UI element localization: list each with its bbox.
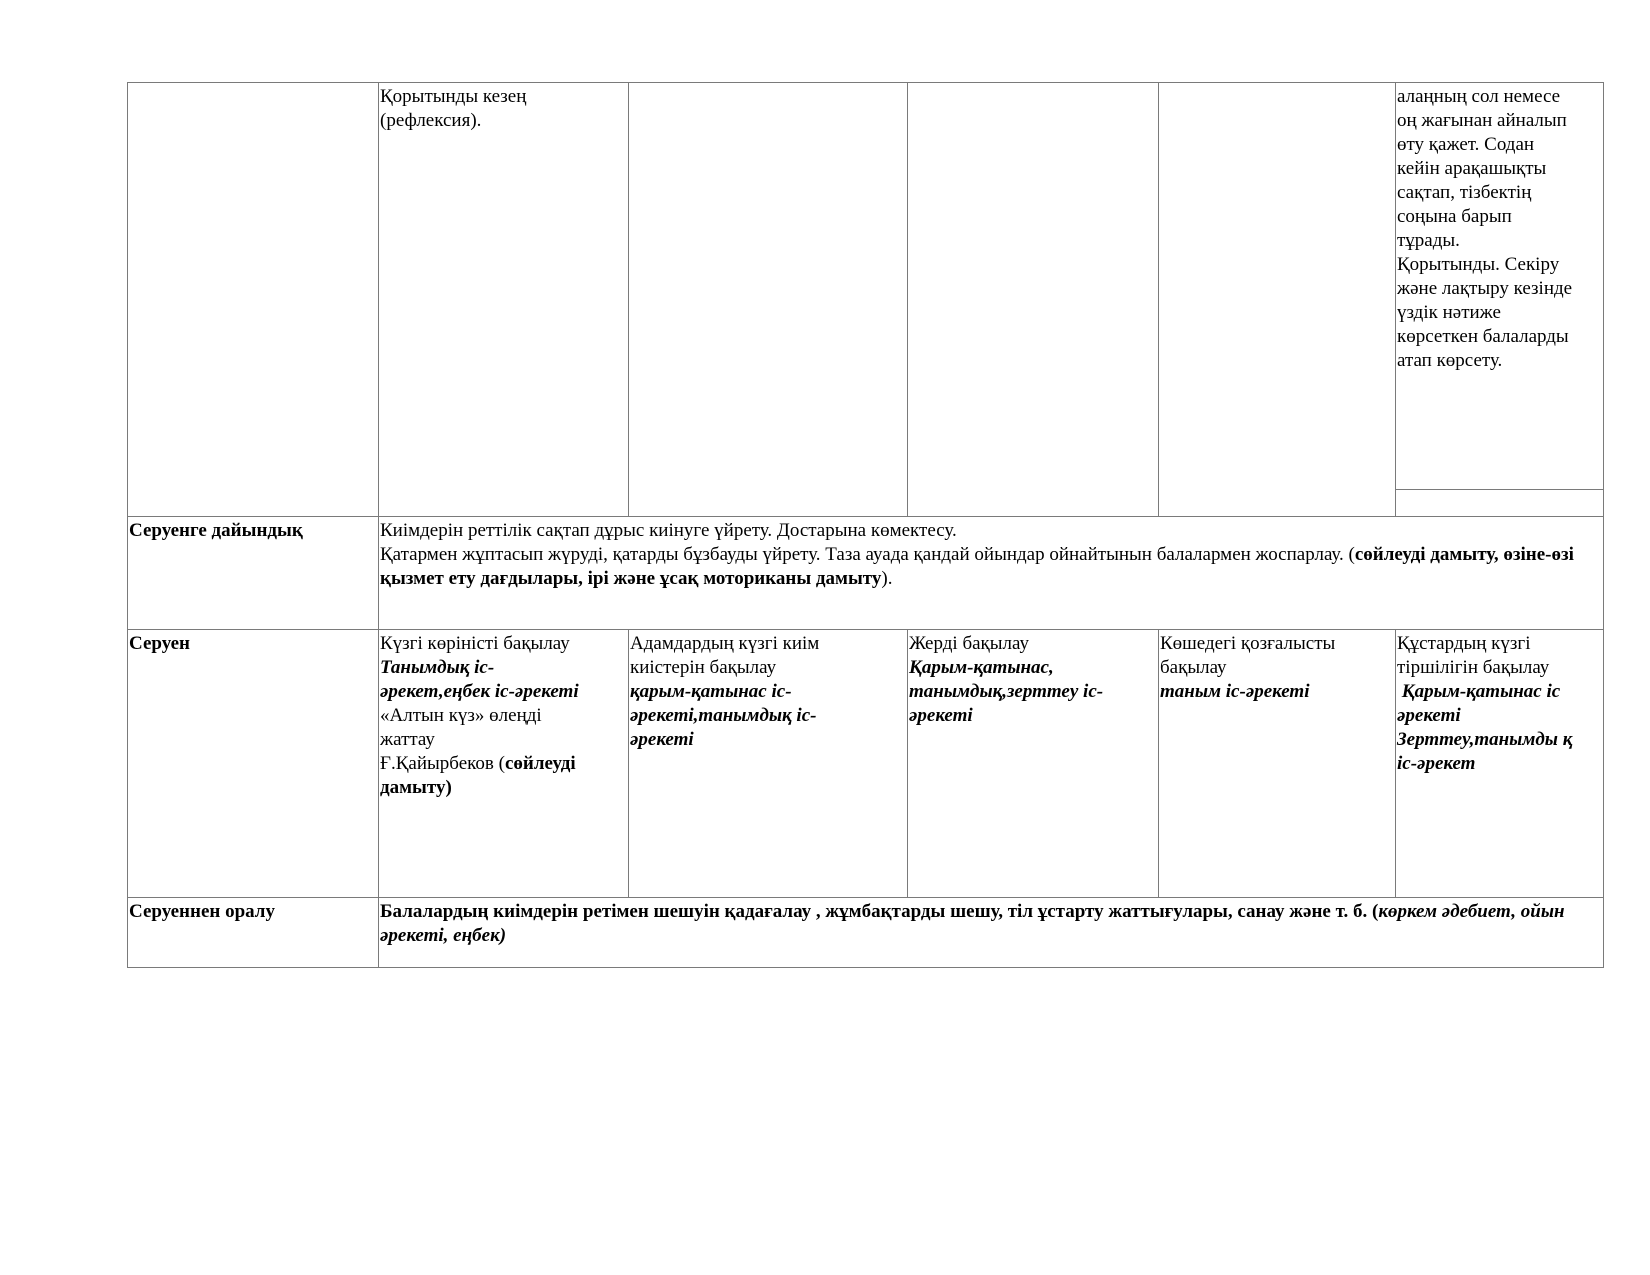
reflection-text-line: Қорытынды. Секіру (1397, 254, 1560, 275)
reflection-text-line: және лақтыру кезінде (1397, 278, 1573, 299)
walk-title: Адамдардың күзгі киім (630, 633, 820, 654)
walk-title: Жерді бақылау (909, 633, 1029, 654)
reflection-text-cell (1396, 83, 1604, 517)
reflection-label-cell (128, 83, 379, 517)
walk-activity: іс-әрекет (1397, 753, 1476, 774)
walk-cell-4 (1159, 630, 1396, 898)
table-row-reflection (128, 83, 1604, 517)
walk-extra: «Алтын күз» өлеңді (380, 705, 542, 726)
reflection-text-line: сақтап, тізбектің (1397, 182, 1532, 203)
walk-prep-line1: Киімдерін реттілік сақтап дұрыс киінуге үйрету. Достарына көмектесу. (380, 520, 957, 541)
walk-author (380, 752, 627, 776)
reflection-text-line: үздік нәтиже (1397, 302, 1501, 323)
walk-activity: таным іс-әрекеті (1160, 681, 1310, 702)
reflection-text-line: кейін арақашықты (1397, 158, 1547, 179)
walk-activity: қарым-қатынас іс- (630, 681, 792, 702)
table-row-return (128, 898, 1604, 968)
walk-title: Көшедегі қозғалысты (1160, 633, 1336, 654)
reflection-text-line: атап көрсету. (1397, 350, 1503, 371)
reflection-stage-cell (379, 83, 629, 517)
walk-cell-1 (379, 630, 629, 898)
walk-author-skill-cont: дамыту) (380, 777, 452, 798)
table-row-walk-prep (128, 517, 1604, 630)
reflection-text-line: алаңның сол немесе (1397, 86, 1561, 107)
walk-activity: Қарым-қатынас, (909, 657, 1054, 678)
reflection-text-block (1396, 83, 1603, 490)
reflection-text-line: көрсеткен балаларды (1397, 326, 1569, 347)
walk-prep-skills: сөйлеуді дамыту, өзіне-өзі қызмет ету дағдылары, ірі және ұсақ моториканы дамыту (380, 544, 1574, 589)
walk-author-skill: сөйлеуді (504, 753, 576, 774)
walk-activity: әрекеті,танымдық іс- (630, 705, 817, 726)
walk-author-name: Ғ.Қайырбеков ( (380, 753, 505, 774)
walk-title: Құстардың күзгі (1397, 633, 1531, 654)
walk-title: киістерін бақылау (630, 657, 777, 678)
return-text: Балалардың киімдерін ретімен шешуін қадағалау , жұмбақтарды шешу, тіл ұстарту жаттығулары, санау және т. б. ( (380, 901, 1379, 922)
walk-activity: әрекеті (630, 729, 694, 750)
return-content (379, 898, 1604, 968)
walk-extra: жаттау (380, 729, 435, 750)
empty-cell (1159, 83, 1396, 517)
walk-activity: танымдық,зерттеу іс- (909, 681, 1104, 702)
walk-title: бақылау (1160, 657, 1227, 678)
empty-cell (908, 83, 1159, 517)
walk-activity: әрекеті (1397, 705, 1461, 726)
walk-cell-5 (1396, 630, 1604, 898)
walk-activity: әрекет,еңбек іс-әрекеті (380, 681, 579, 702)
walk-prep-content (379, 517, 1604, 630)
walk-prep-end: ). (881, 568, 893, 589)
walk-activity: Қарым-қатынас іс (1397, 681, 1561, 702)
reflection-text-line: оң жағынан айналып (1397, 110, 1567, 131)
walk-activity: Танымдық іс- (380, 657, 495, 678)
reflection-stage-line: Қорытынды кезең (380, 86, 527, 107)
return-label: Серуеннен оралу (128, 898, 379, 968)
walk-title: Күзгі көріністі бақылау (380, 633, 570, 654)
reflection-text-line: соңына барып (1397, 206, 1512, 227)
reflection-text-line: тұрады. (1397, 230, 1460, 251)
walk-prep-line2 (380, 544, 1574, 589)
reflection-text-line: өту қажет. Содан (1397, 134, 1535, 155)
walk-cell-2 (629, 630, 908, 898)
reflection-stage-line: (рефлексия). (380, 110, 482, 131)
walk-cell-3 (908, 630, 1159, 898)
walk-activity: Зерттеу,танымды қ (1397, 729, 1573, 750)
walk-activity: әрекеті (909, 705, 973, 726)
return-areas: көркем әдебиет, ойын әрекеті, еңбек) (380, 901, 1565, 946)
empty-cell (629, 83, 908, 517)
walk-prep-label: Серуенге дайындық (128, 517, 379, 630)
walk-prep-text: Қатармен жұптасып жүруді, қатарды бұзбауды үйрету. Таза ауада қандай ойындар ойнайтынын балалармен жоспарлау. ( (380, 544, 1355, 565)
walk-title: тіршілігін бақылау (1397, 657, 1550, 678)
walk-label: Серуен (128, 630, 379, 898)
table-row-walk (128, 630, 1604, 898)
daily-plan-table (127, 82, 1604, 968)
